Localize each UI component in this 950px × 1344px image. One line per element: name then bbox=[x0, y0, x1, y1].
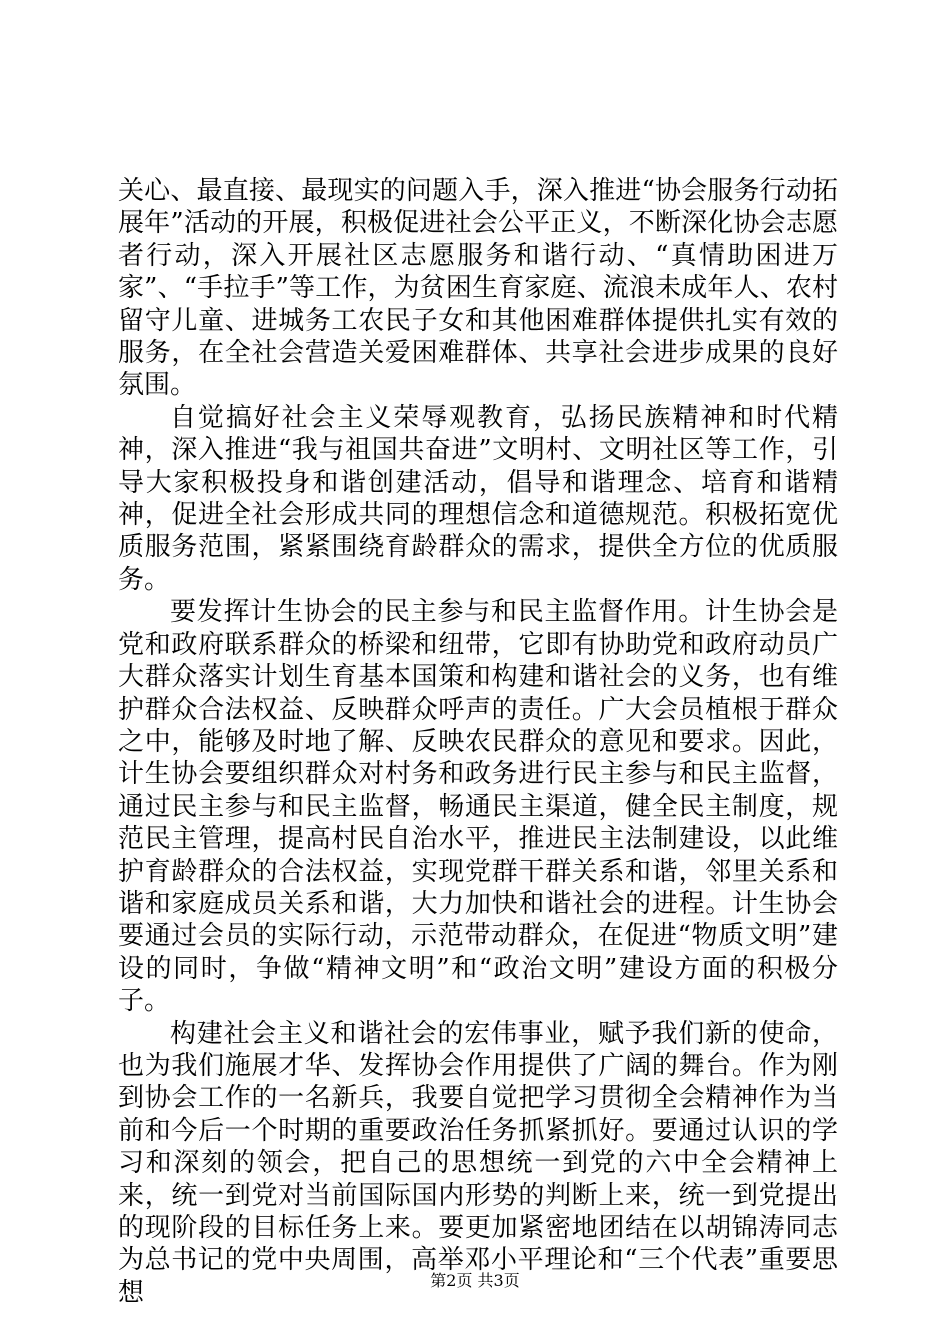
page-number-footer: 第2页 共3页 bbox=[430, 1271, 520, 1290]
paragraph-4: 构建社会主义和谐社会的宏伟事业，赋予我们新的使命，也为我们施展才华、发挥协会作用提供了广阔的舞台。作为刚到协会工作的一名新兵，我要自觉把学习贯彻全会精神作为当前和今后一个时期的重要政治任务抓紧抓好。要通过认识的学习和深刻的领会，把自己的思想统一到党的六中全会精神上来，统一到党对当前国际国内形势的判断上来，统一到党提出的现阶段的目标任务上来。要更加紧密地团结在以胡锦涛同志为总书记的党中央周围，高举邓小平理论和“三个代表”重要思想 bbox=[118, 1018, 838, 1308]
paragraph-2: 自觉搞好社会主义荣辱观教育，弘扬民族精神和时代精神，深入推进“我与祖国共奋进”文明村、文明社区等工作，引导大家积极投身和谐创建活动，倡导和谐理念、培育和谐精神，促进全社会形成共同的理想信念和道德规范。积极拓宽优质服务范围，紧紧围绕育龄群众的需求，提供全方位的优质服务。 bbox=[118, 402, 838, 595]
document-body bbox=[118, 175, 838, 1309]
paragraph-1: 关心、最直接、最现实的问题入手，深入推进“协会服务行动拓展年”活动的开展，积极促进社会公平正义，不断深化协会志愿者行动，深入开展社区志愿服务和谐行动、“真情助困进万家”、“手拉手”等工作，为贫困生育家庭、流浪未成年人、农村留守儿童、进城务工农民子女和其他困难群体提供扎实有效的服务，在全社会营造关爱困难群体、共享社会进步成果的良好氛围。 bbox=[118, 176, 838, 401]
paragraph-3: 要发挥计生协会的民主参与和民主监督作用。计生协会是党和政府联系群众的桥梁和纽带，它即有协助党和政府动员广大群众落实计划生育基本国策和构建和谐社会的义务，也有维护群众合法权益、反映群众呼声的责任。广大会员植根于群众之中，能够及时地了解、反映农民群众的意见和要求。因此，计生协会要组织群众对村务和政务进行民主参与和民主监督，通过民主参与和民主监督，畅通民主渠道，健全民主制度，规范民主管理，提高村民自治水平，推进民主法制建设，以此维护育龄群众的合法权益，实现党群干群关系和谐，邻里关系和谐和家庭成员关系和谐，大力加快和谐社会的进程。计生协会要通过会员的实际行动，示范带动群众，在促进“物质文明”建设的同时，争做“精神文明”和“政治文明”建设方面的积极分子。 bbox=[118, 597, 838, 1017]
